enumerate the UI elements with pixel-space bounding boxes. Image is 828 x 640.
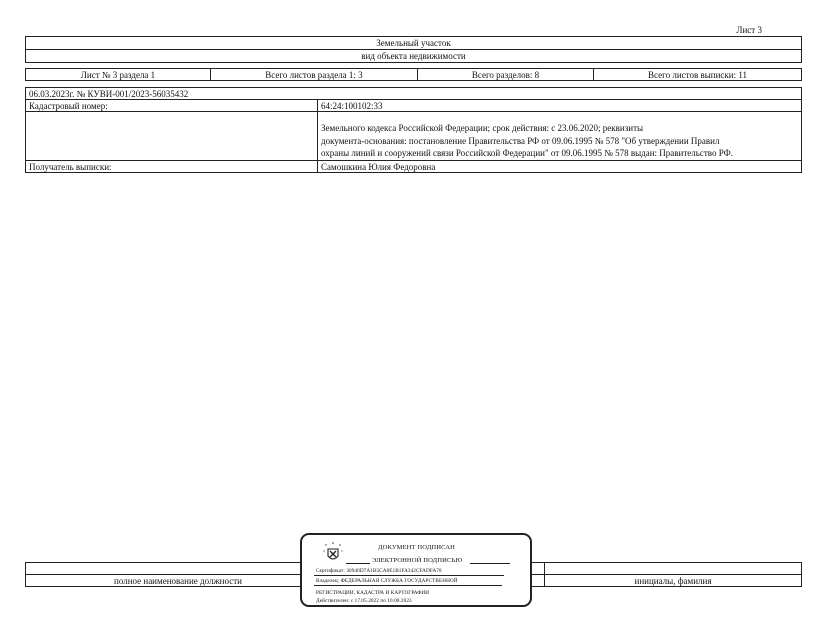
recipient-value: Самошкина Юлия Федоровна <box>317 160 802 173</box>
stamp-validity: Действителен: с 17.05.2022 по 10.08.2023 <box>316 598 412 604</box>
cadastral-number-label: Кадастровый номер: <box>25 99 318 112</box>
stamp-certificate: Сертификат: 30940D7A1B5CA8E1B1FA342CFADFA78 <box>316 568 442 574</box>
section-sheet-number: Лист № 3 раздела 1 <box>25 68 211 81</box>
electronic-signature-stamp <box>300 533 532 607</box>
sections-total: Всего разделов: 8 <box>417 68 594 81</box>
extract-sheets-total: Всего листов выписки: 11 <box>593 68 802 81</box>
notes-label-cell <box>25 111 318 161</box>
position-caption: полное наименование должности <box>25 574 331 587</box>
stamp-line-left <box>346 563 370 564</box>
footer-divider <box>544 562 545 587</box>
extract-date-number: 06.03.2023г. № КУВИ-001/2023-56035432 <box>25 87 802 100</box>
cadastral-number-value: 64:24:100102:33 <box>317 99 802 112</box>
stamp-title-line2: ЭЛЕКТРОННОЙ ПОДПИСЬЮ <box>372 557 463 564</box>
stamp-cert-underline <box>314 575 504 576</box>
sheet-number: Лист 3 <box>736 25 762 35</box>
stamp-owner-line1: Владелец: ФЕДЕРАЛЬНАЯ СЛУЖБА ГОСУДАРСТВЕННОЙ <box>316 578 458 584</box>
stamp-owner-line2: РЕГИСТРАЦИИ, КАДАСТРА И КАРТОГРАФИИ <box>316 590 430 596</box>
notes-line: документа-основания: постановление Правительства РФ от 09.06.1995 № 578 "Об утверждении Правил <box>321 135 720 146</box>
emblem-icon <box>322 541 344 565</box>
recipient-label: Получатель выписки: <box>25 160 318 173</box>
notes-line: Земельного кодекса Российской Федерации; срок действия: с 23.06.2020; реквизиты <box>321 123 644 133</box>
encumbrance-notes <box>317 111 802 161</box>
name-caption: инициалы, фамилия <box>544 574 802 587</box>
object-type-caption: вид объекта недвижимости <box>25 49 802 63</box>
object-title: Земельный участок <box>25 36 802 50</box>
stamp-title-line1: ДОКУМЕНТ ПОДПИСАН <box>378 544 456 551</box>
stamp-owner-underline <box>314 585 502 586</box>
notes-line: охраны линий и сооружений связи Российской Федерации" от 09.06.1995 № 578 выдан: Правительство РФ. <box>321 148 733 158</box>
section-sheets-total: Всего листов раздела 1: 3 <box>210 68 418 81</box>
stamp-line-right <box>470 563 510 564</box>
